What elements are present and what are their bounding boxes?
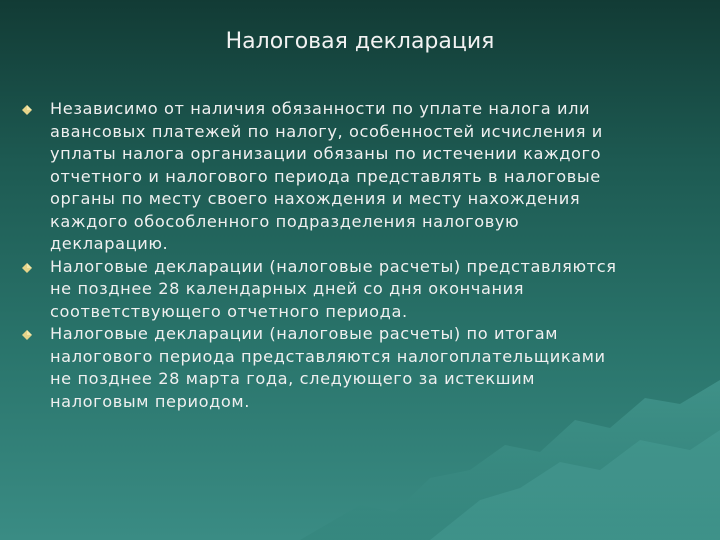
list-item xyxy=(22,256,702,324)
bullet-text: Налоговые декларации (налоговые расчеты) представляются не позднее 28 календарных дней со дня окончания соответствующего отчетного периода. xyxy=(50,256,617,321)
diamond-bullet-icon xyxy=(22,263,32,273)
list-item xyxy=(22,98,702,256)
diamond-bullet-icon xyxy=(22,330,32,340)
bullet-list xyxy=(22,98,702,413)
diamond-bullet-icon xyxy=(22,105,32,115)
slide-title: Налоговая декларация xyxy=(225,29,495,54)
bullet-text: Налоговые декларации (налоговые расчеты) по итогам налогового периода представляются налогоплательщиками не позднее 28 марта года, следующего за истекшим налоговым периодом. xyxy=(50,324,606,411)
bullet-text: Независимо от наличия обязанности по уплате налога или авансовых платежей по налогу, особенностей исчисления и уплаты налога организации обязаны по истечении каждого отчетного и налогового периода представлять в налоговые органы по месту своего нахождения и месту нахождения каждого обособленного подразделения налоговую декларацию. xyxy=(50,99,603,253)
list-item xyxy=(22,323,702,413)
